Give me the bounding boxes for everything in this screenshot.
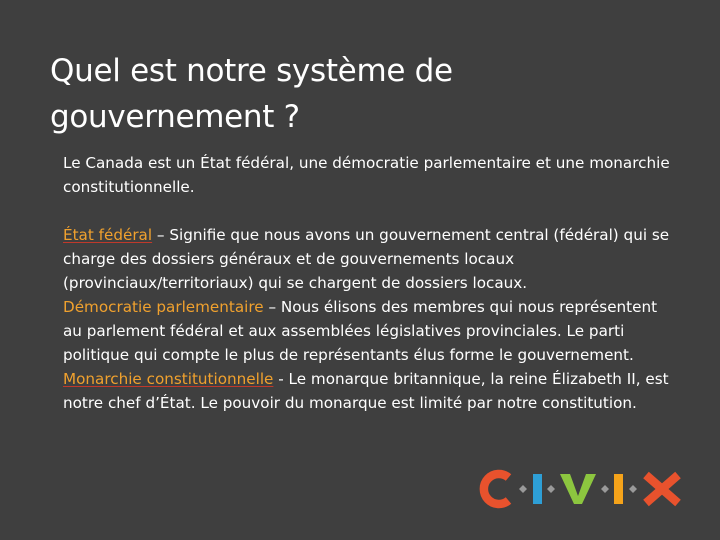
civix-logo (478, 466, 688, 512)
logo-letter-i (614, 474, 623, 504)
intro-paragraph: Le Canada est un État fédéral, une démocratie parlementaire et une monarchie constitutionnelle. (63, 154, 670, 196)
definition-separator: – (263, 298, 281, 316)
term-parliamentary-democracy: Démocratie parlementaire (63, 298, 264, 316)
term-constitutional-monarchy: Monarchie constitutionnelle (63, 370, 274, 388)
logo-letter-v (560, 474, 596, 504)
logo-letter-i (533, 474, 542, 504)
logo-dot (629, 485, 637, 493)
logo-dot (601, 485, 609, 493)
definition-federal-state (63, 223, 673, 295)
logo-letter-x (646, 475, 678, 503)
logo-dot (547, 485, 555, 493)
definition-text: Le monarque britannique, la reine Élizabeth II, est notre chef d’État. Le pouvoir du monarque est limité par notre constitution. (63, 370, 669, 412)
definition-parliamentary-democracy (63, 295, 673, 367)
definition-separator: – (152, 226, 170, 244)
definition-constitutional-monarchy (63, 367, 673, 415)
definition-text: Signifie que nous avons un gouvernement central (fédéral) qui se charge des dossiers généraux et de gouvernements locaux (provinciaux/territoriaux) qui se chargent de dossiers locaux. (63, 226, 670, 292)
logo-letter-c (484, 474, 509, 504)
slide-body (63, 151, 673, 415)
definition-text: Nous élisons des membres qui nous représentent au parlement fédéral et aux assemblées législatives provinciales. Le parti politique qui compte le plus de représentants élus forme le gouvernement. (63, 298, 658, 364)
term-federal-state: État fédéral (63, 226, 153, 244)
slide-title: Quel est notre système de gouvernement ? (50, 53, 453, 135)
definition-separator: - (273, 370, 289, 388)
logo-dot (519, 485, 527, 493)
